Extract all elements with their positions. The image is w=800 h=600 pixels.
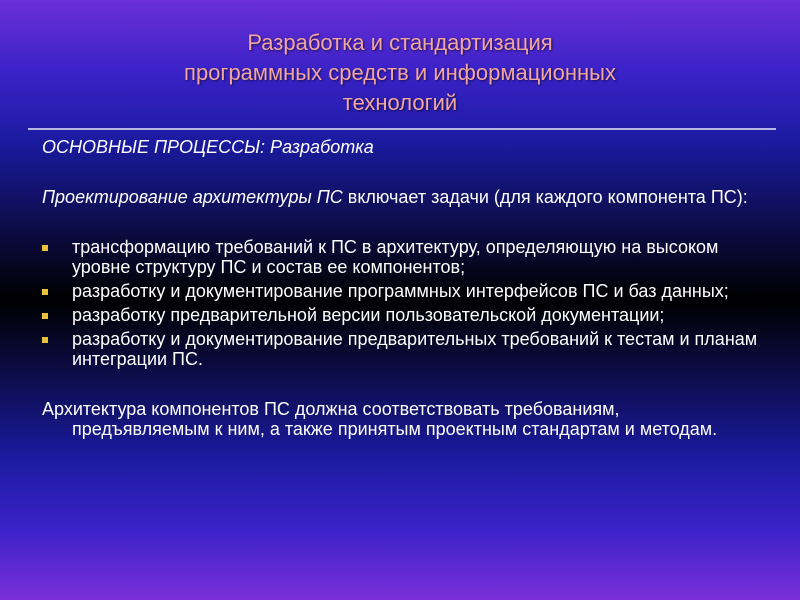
- list-item: [42, 305, 762, 325]
- bullet-square-icon: [42, 245, 48, 251]
- intro-text: включает задачи (для каждого компонента ПС):: [342, 187, 748, 207]
- list-item-text: разработку и документирование предварительных требований к тестам и планам интеграции ПС.: [72, 329, 758, 369]
- conclusion-paragraph: Архитектура компонентов ПС должна соответствовать требованиям, предъявляемым к ним, а также принятым проектным стандартам и методам.: [42, 399, 718, 439]
- task-list: [42, 237, 762, 369]
- bullet-square-icon: [42, 337, 48, 343]
- intro-paragraph: [42, 187, 762, 207]
- list-item-text: трансформацию требований к ПС в архитектуру, определяющую на высоком уровне структуру ПС и состав ее компонентов;: [72, 237, 719, 277]
- list-item-text: разработку и документирование программных интерфейсов ПС и баз данных;: [72, 281, 729, 301]
- title-divider: [28, 128, 776, 130]
- section-subheading: ОСНОВНЫЕ ПРОЦЕССЫ: Разработка: [42, 137, 374, 157]
- list-item: [42, 329, 762, 369]
- slide-content: [42, 137, 762, 439]
- list-item-text: разработку предварительной версии пользовательской документации;: [72, 305, 665, 325]
- slide-title-line-1: Разработка и стандартизация: [247, 30, 553, 55]
- slide-title-line-3: технологий: [342, 90, 458, 115]
- list-item: [42, 237, 762, 277]
- bullet-square-icon: [42, 313, 48, 319]
- slide-title-line-2: программных средств и информационных: [184, 60, 616, 85]
- list-item: [42, 281, 762, 301]
- slide-title: [0, 28, 800, 118]
- bullet-square-icon: [42, 289, 48, 295]
- intro-emphasis: Проектирование архитектуры ПС: [42, 187, 343, 207]
